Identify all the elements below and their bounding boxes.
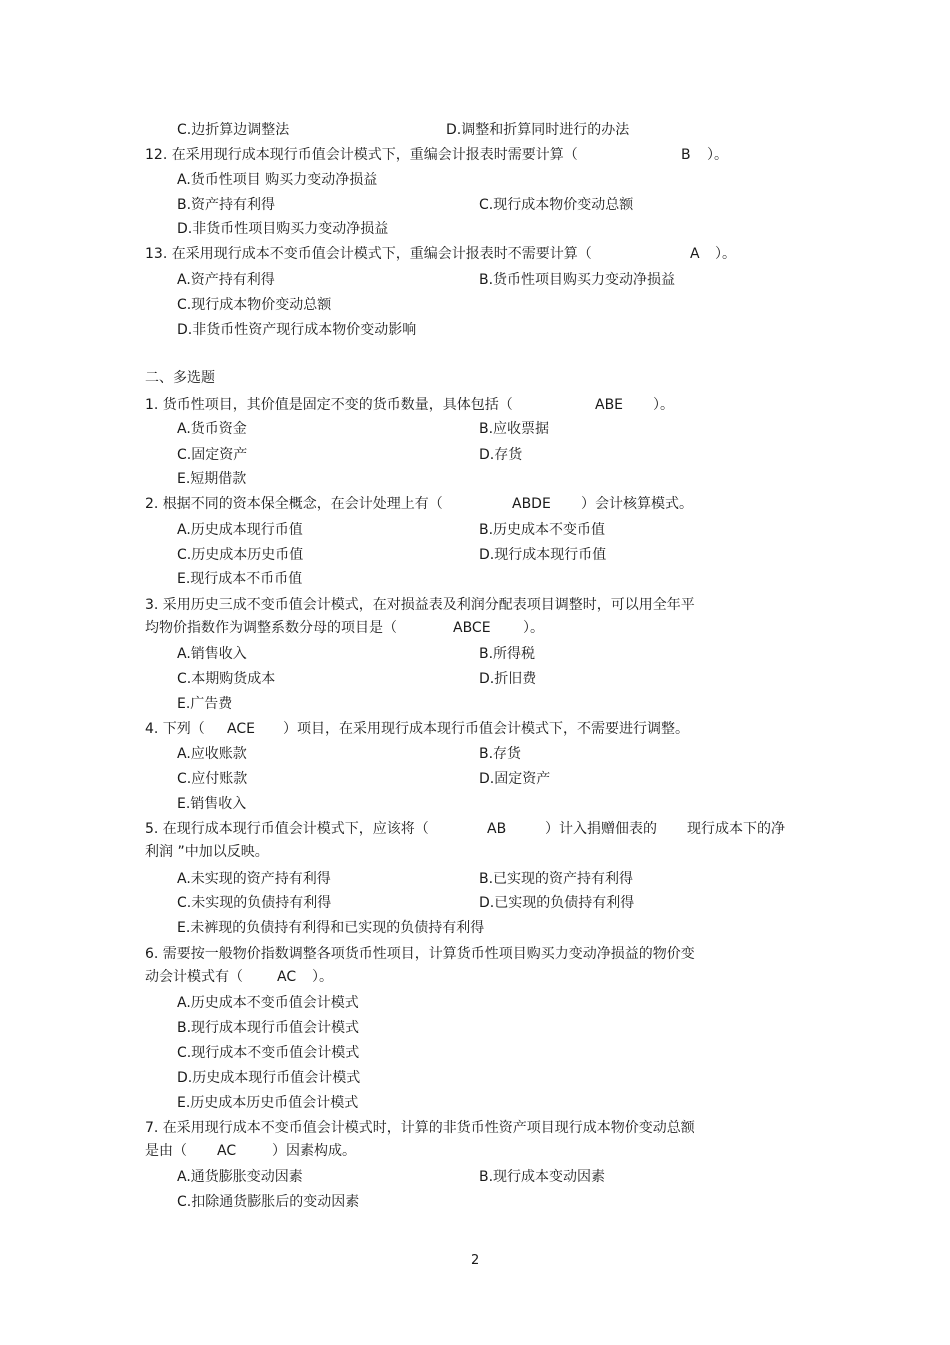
option-text: B.货币性项目购买力变动净损益 (479, 272, 676, 288)
question-text: ）计入捐赠佃表的 (545, 821, 657, 837)
section-heading: 二、多选题 (145, 370, 215, 386)
option-text: C.现行成本物价变动总额 (479, 197, 634, 213)
answer-text: AC (217, 1143, 237, 1159)
question-text-end: ）项目，在采用现行成本现行币值会计模式下，不需要进行调整。 (283, 721, 689, 737)
option-text: D.固定资产 (479, 771, 551, 787)
question-text: 12. 在采用现行成本现行币值会计模式下，重编会计报表时需要计算（ (145, 147, 578, 163)
option-text: E.历史成本历史币值会计模式 (177, 1095, 359, 1111)
question-text: 动会计模式有（ (145, 969, 243, 985)
option-text: B.所得税 (479, 646, 536, 662)
option-text: B.现行成本变动因素 (479, 1169, 606, 1185)
answer-text: ABE (595, 397, 624, 413)
option-text: B.现行成本现行币值会计模式 (177, 1020, 360, 1036)
question-text: 均物价指数作为调整系数分母的项目是（ (145, 620, 397, 636)
option-text: E.现行成本不币币值 (177, 571, 303, 587)
option-text: A.货币资金 (177, 421, 247, 437)
option-text: C.历史成本历史币值 (177, 547, 304, 563)
option-text: C.现行成本物价变动总额 (177, 297, 332, 313)
question-text: 3. 采用历史三成不变币值会计模式，在对损益表及利润分配表项目调整时，可以用全年平 (145, 597, 695, 613)
option-text: D.非货币性资产现行成本物价变动影响 (177, 322, 417, 338)
option-text: B.资产持有利得 (177, 197, 276, 213)
question-text: 1. 货币性项目，其价值是固定不变的货币数量，具体包括（ (145, 397, 513, 413)
question-text-end: ）。 (715, 246, 736, 262)
option-text: A.历史成本现行币值 (177, 522, 303, 538)
option-text: E.短期借款 (177, 471, 247, 487)
answer-text: AC (277, 969, 297, 985)
question-text-end: ）。 (653, 397, 674, 413)
option-text: C.扣除通货膨胀后的变动因素 (177, 1194, 360, 1210)
option-text: C.未实现的负债持有利得 (177, 895, 332, 911)
option-text: D.非货币性项目购买力变动净损益 (177, 221, 389, 237)
option-text: C.本期购货成本 (177, 671, 276, 687)
question-text: 2. 根据不同的资本保全概念，在会计处理上有（ (145, 496, 443, 512)
option-text: B.已实现的资产持有利得 (479, 871, 634, 887)
answer-text: AB (487, 821, 507, 837)
question-text: 6. 需要按一般物价指数调整各项货币性项目，计算货币性项目购买力变动净损益的物价变 (145, 946, 695, 962)
option-text: D.调整和折算同时进行的办法 (446, 122, 630, 138)
option-text: D.现行成本现行币值 (479, 547, 607, 563)
answer-text: A (690, 246, 700, 262)
option-text: D.已实现的负债持有利得 (479, 895, 635, 911)
question-text: 利润 ”中加以反映。 (145, 844, 269, 860)
answer-text: B (681, 147, 691, 163)
option-text: B.历史成本不变币值 (479, 522, 606, 538)
option-text: D.折旧费 (479, 671, 537, 687)
page-number: 2 (471, 1253, 480, 1268)
option-text: E.未裤现的负债持有利得和已实现的负债持有利得 (177, 920, 485, 936)
question-text: 7. 在采用现行成本不变币值会计模式时，计算的非货币性资产项目现行成本物价变动总额 (145, 1120, 695, 1136)
question-text: 是由（ (145, 1143, 187, 1159)
question-text-end: ）会计核算模式。 (581, 496, 693, 512)
option-text: A.应收账款 (177, 746, 247, 762)
question-text: 5. 在现行成本现行币值会计模式下，应该将（ (145, 821, 429, 837)
option-text: D.历史成本现行币值会计模式 (177, 1070, 361, 1086)
option-text: D.存货 (479, 447, 523, 463)
option-text: E.销售收入 (177, 796, 247, 812)
option-text: A.未实现的资产持有利得 (177, 871, 331, 887)
question-text-end: ）因素构成。 (272, 1143, 356, 1159)
option-text: B.应收票据 (479, 421, 550, 437)
question-text-end: ）。 (312, 969, 333, 985)
option-text: C.固定资产 (177, 447, 248, 463)
option-text: A.销售收入 (177, 646, 247, 662)
question-text: 4. 下列（ (145, 721, 205, 737)
option-text: C.应付账款 (177, 771, 248, 787)
option-text: A.历史成本不变币值会计模式 (177, 995, 359, 1011)
question-text: 现行成本下的净 (687, 821, 785, 837)
question-text: 13. 在采用现行成本不变币值会计模式下，重编会计报表时不需要计算（ (145, 246, 592, 262)
option-text: C.边折算边调整法 (177, 122, 290, 138)
question-text-end: ）。 (707, 147, 728, 163)
option-text: E.广告费 (177, 696, 233, 712)
option-text: B.存货 (479, 746, 522, 762)
option-text: A.通货膨胀变动因素 (177, 1169, 303, 1185)
answer-text: ACE (227, 721, 255, 737)
question-text-end: ）。 (523, 620, 544, 636)
answer-text: ABDE (512, 496, 551, 512)
option-text: A.资产持有利得 (177, 272, 275, 288)
answer-text: ABCE (453, 620, 491, 636)
option-text: A.货币性项目 购买力变动净损益 (177, 172, 378, 188)
option-text: C.现行成本不变币值会计模式 (177, 1045, 360, 1061)
